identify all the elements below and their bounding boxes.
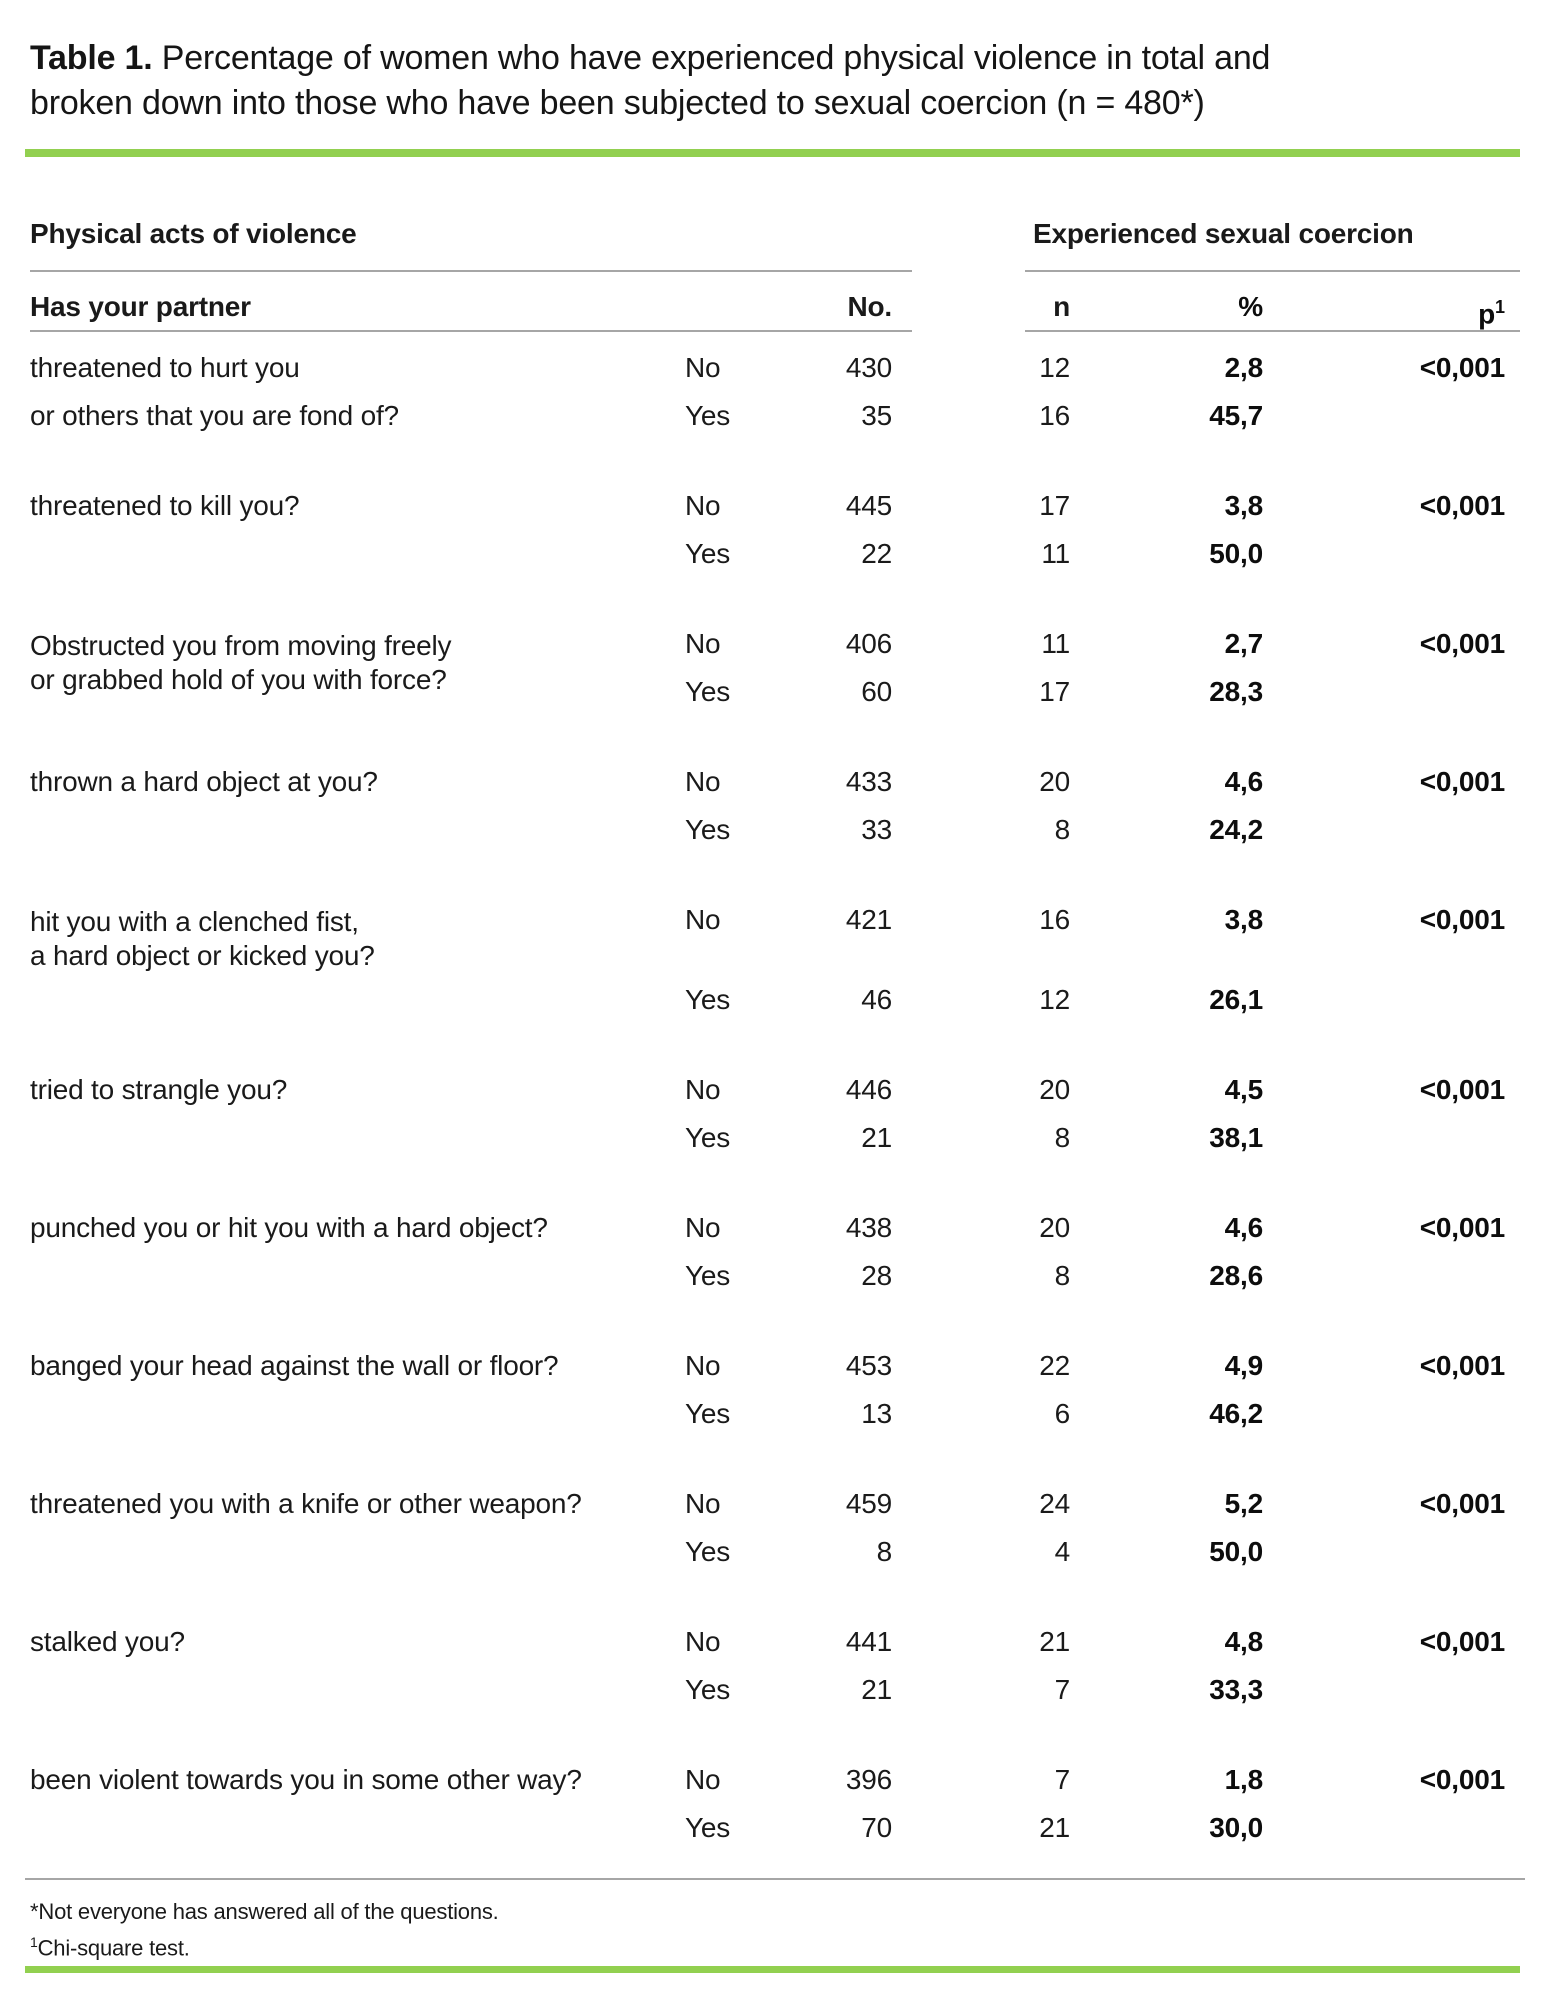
table-row [30,392,1520,440]
table-row [30,1618,1520,1666]
p-value [1263,976,1505,1024]
coercion-percent: 2,8 [1224,352,1263,383]
coercion-n: 20 [1039,1212,1070,1243]
coercion-percent: 4,6 [1224,766,1263,797]
column-header-total: No. [847,291,892,322]
p-value: <0,001 [1419,766,1505,797]
table-row [30,344,1520,392]
total-count: 13 [861,1398,892,1429]
table-row [30,1252,1520,1300]
p-value: <0,001 [1419,1488,1505,1519]
question-text: stalked you? [30,1626,185,1657]
total-count: 8 [876,1536,892,1567]
total-count: 459 [845,1488,892,1519]
coercion-n: 21 [1039,1626,1070,1657]
total-count: 46 [861,984,892,1015]
table-row [30,976,1520,1024]
column-header-n: n [1053,291,1070,322]
answer-label: Yes [685,814,731,845]
answer-label: No [685,352,721,383]
p-value [1263,1528,1505,1576]
answer-label: Yes [685,1122,731,1153]
section-header-physical-acts: Physical acts of violence [30,218,357,249]
question-group [30,344,1520,440]
total-count: 406 [845,628,892,659]
question-text [30,1528,685,1576]
total-count: 22 [861,538,892,569]
answer-label: No [685,1764,721,1795]
p-value [1263,530,1505,578]
title-line-1: Percentage of women who have experienced physical violence in total and [161,39,1271,77]
coercion-percent: 4,6 [1224,1212,1263,1243]
coercion-n: 12 [1039,984,1070,1015]
coercion-percent: 28,3 [1209,676,1263,707]
total-count: 421 [845,904,892,935]
total-count: 60 [861,676,892,707]
table-row [30,1342,1520,1390]
p-value [1263,1390,1505,1438]
column-header-percent: % [1238,291,1263,322]
table-number-label: Table 1. [30,39,153,77]
question-text [30,1804,685,1852]
question-group [30,1480,1520,1576]
question-text [30,1666,685,1714]
question-line: or grabbed hold of you with force? [30,664,447,695]
question-group [30,758,1520,854]
total-count: 453 [845,1350,892,1381]
header-rule-right [1025,270,1520,272]
footnote-response-note: *Not everyone has answered all of the questions. [30,1899,499,1924]
question-text: been violent towards you in some other way? [30,1764,582,1795]
p-value: <0,001 [1419,628,1505,659]
question-group [30,1342,1520,1438]
top-green-rule [25,149,1520,157]
answer-label: No [685,1488,721,1519]
p-value: <0,001 [1419,904,1505,935]
question-text: punched you or hit you with a hard object? [30,1212,548,1243]
table-row [30,1114,1520,1162]
table-body [30,344,1520,1894]
answer-label: Yes [685,1536,731,1567]
total-count: 35 [861,400,892,431]
table-row [30,758,1520,806]
bottom-green-rule [25,1966,1520,1973]
table-row [30,1528,1520,1576]
subheader-rule-left [30,330,912,332]
question-text [30,896,685,976]
total-count: 21 [861,1674,892,1705]
p-value: <0,001 [1419,1350,1505,1381]
table-row [30,1066,1520,1114]
coercion-n: 7 [1054,1674,1070,1705]
footnotes [30,1896,1520,1963]
coercion-n: 11 [1041,628,1070,659]
question-group [30,482,1520,578]
question-text: tried to strangle you? [30,1074,288,1105]
p-superscript: 1 [1494,297,1505,317]
answer-label: Yes [685,984,731,1015]
coercion-n: 16 [1039,400,1070,431]
coercion-percent: 4,8 [1224,1626,1263,1657]
question-text [30,1252,685,1300]
coercion-n: 22 [1039,1350,1070,1381]
question-group [30,1618,1520,1714]
coercion-percent: 30,0 [1209,1812,1263,1843]
coercion-percent: 28,6 [1209,1260,1263,1291]
total-count: 438 [845,1212,892,1243]
table-row [30,806,1520,854]
p-value: <0,001 [1419,1074,1505,1105]
answer-label: Yes [685,676,731,707]
question-text: thrown a hard object at you? [30,766,378,797]
total-count: 33 [861,814,892,845]
coercion-n: 8 [1054,1122,1070,1153]
total-count: 441 [845,1626,892,1657]
answer-label: No [685,904,721,935]
question-text: banged your head against the wall or floor? [30,1350,559,1381]
p-value: <0,001 [1419,352,1505,383]
coercion-percent: 4,5 [1224,1074,1263,1105]
question-line: a hard object or kicked you? [30,940,375,971]
column-header-question: Has your partner [30,291,251,322]
footnote-superscript: 1 [30,1934,38,1950]
question-text [30,668,685,716]
question-group [30,620,1520,716]
p-value [1263,1666,1505,1714]
question-group [30,1066,1520,1162]
total-count: 21 [861,1122,892,1153]
coercion-n: 11 [1041,538,1070,569]
answer-label: Yes [685,1398,731,1429]
answer-label: No [685,1074,721,1105]
p-value: <0,001 [1419,490,1505,521]
coercion-percent: 33,3 [1209,1674,1263,1705]
table-row [30,1480,1520,1528]
table-row [30,1756,1520,1804]
table-bottom-rule [25,1878,1525,1880]
answer-label: No [685,490,721,521]
subheader-rule-right [1025,330,1520,332]
column-header-row [30,283,1520,331]
answer-label: Yes [685,1674,731,1705]
answer-label: Yes [685,400,731,431]
coercion-n: 20 [1039,766,1070,797]
p-label: p [1478,298,1495,330]
total-count: 70 [861,1812,892,1843]
p-value: <0,001 [1419,1212,1505,1243]
table-row [30,896,1520,976]
answer-label: No [685,1626,721,1657]
total-count: 445 [845,490,892,521]
answer-label: Yes [685,538,731,569]
question-text [30,976,685,1024]
total-count: 396 [845,1764,892,1795]
answer-label: No [685,766,721,797]
coercion-percent: 5,2 [1224,1488,1263,1519]
coercion-n: 8 [1054,1260,1070,1291]
table-row [30,482,1520,530]
question-text [30,1390,685,1438]
question-group [30,896,1520,1024]
coercion-percent: 3,8 [1224,490,1263,521]
coercion-n: 7 [1054,1764,1070,1795]
asterisk-marker: * [30,1899,39,1924]
question-text: threatened to hurt you [30,352,300,383]
p-value [1263,806,1505,854]
page-title [30,36,1520,126]
section-header-sexual-coercion: Experienced sexual coercion [1033,218,1414,249]
section-header-row [30,210,1520,258]
table-row [30,1666,1520,1714]
coercion-percent: 4,9 [1224,1350,1263,1381]
question-group [30,1756,1520,1852]
table-row [30,668,1520,716]
coercion-n: 12 [1039,352,1070,383]
answer-label: No [685,1212,721,1243]
total-count: 433 [845,766,892,797]
title-line-2: broken down into those who have been subjected to sexual coercion (n = 480*) [30,84,1205,122]
total-count: 430 [845,352,892,383]
question-line: Obstructed you from moving freely [30,630,452,661]
question-text [30,1114,685,1162]
footnote-chi-square: $^1$Chi-square test. [30,1934,190,1961]
question-text [30,530,685,578]
coercion-percent: 38,1 [1209,1122,1263,1153]
answer-label: No [685,628,721,659]
coercion-n: 17 [1039,676,1070,707]
total-count: 446 [845,1074,892,1105]
question-line: hit you with a clenched fist, [30,906,359,937]
table-row [30,1390,1520,1438]
table-row [30,1804,1520,1852]
p-value [1263,1804,1505,1852]
coercion-percent: 24,2 [1209,814,1263,845]
p-value [1263,1114,1505,1162]
coercion-n: 17 [1039,490,1070,521]
coercion-percent: 2,7 [1224,628,1263,659]
p-value: <0,001 [1419,1764,1505,1795]
header-rule-left [30,270,912,272]
answer-label: Yes [685,1260,731,1291]
coercion-percent: 45,7 [1209,400,1263,431]
p-value [1263,392,1505,440]
coercion-percent: 3,8 [1224,904,1263,935]
question-text: threatened to kill you? [30,490,300,521]
coercion-percent: 50,0 [1209,538,1263,569]
p-value [1263,668,1505,716]
table-row [30,1204,1520,1252]
question-text: or others that you are fond of? [30,400,399,431]
coercion-percent: 50,0 [1209,1536,1263,1567]
coercion-n: 4 [1054,1536,1070,1567]
question-text [30,806,685,854]
p-value: <0,001 [1419,1626,1505,1657]
table-row [30,530,1520,578]
coercion-n: 6 [1054,1398,1070,1429]
coercion-percent: 46,2 [1209,1398,1263,1429]
coercion-n: 20 [1039,1074,1070,1105]
coercion-n: 8 [1054,814,1070,845]
coercion-n: 16 [1039,904,1070,935]
total-count: 28 [861,1260,892,1291]
coercion-n: 21 [1039,1812,1070,1843]
p-value [1263,1252,1505,1300]
answer-label: No [685,1350,721,1381]
coercion-percent: 26,1 [1209,984,1263,1015]
coercion-percent: 1,8 [1224,1764,1263,1795]
answer-label: Yes [685,1812,731,1843]
question-group [30,1204,1520,1300]
coercion-n: 24 [1039,1488,1070,1519]
question-text: threatened you with a knife or other weapon? [30,1488,582,1519]
